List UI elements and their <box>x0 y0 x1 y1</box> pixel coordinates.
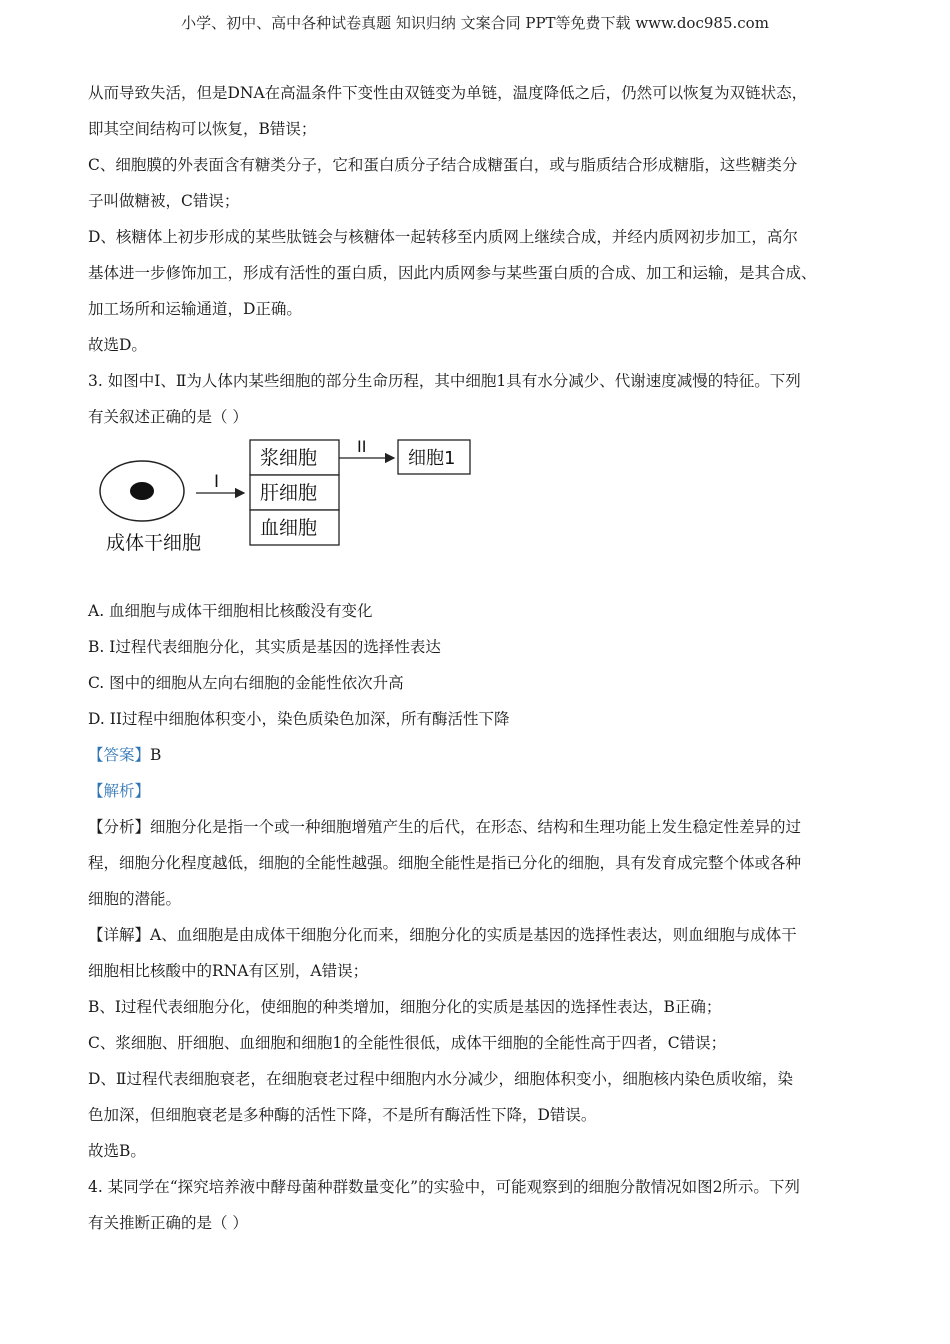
text-line: 即其空间结构可以恢复，B错误； <box>88 120 317 138</box>
analysis-line: B、Ⅰ过程代表细胞分化，使细胞的种类增加，细胞分化的实质是基因的选择性表达，B正确； <box>88 998 722 1016</box>
analysis-line: C、浆细胞、肝细胞、血细胞和细胞1的全能性很低，成体干细胞的全能性高于四者，C错误； <box>88 1034 727 1052</box>
liver-cell-label: 肝细胞 <box>260 482 318 504</box>
cell-diagram-svg <box>98 435 498 585</box>
question4-stem: 有关推断正确的是（ ） <box>88 1214 248 1232</box>
text-line: 子叫做糖被，C错误； <box>88 192 240 210</box>
answer-tag: 【答案】 <box>88 746 151 764</box>
question4-stem: 4. 某同学在“探究培养液中酵母菌种群数量变化”的实验中，可能观察到的细胞分散情况如图2所示。下列 <box>88 1178 800 1196</box>
question3-stem: 3. 如图中Ⅰ、Ⅱ为人体内某些细胞的部分生命历程，其中细胞1具有水分减少、代谢速度减慢的特征。下列 <box>88 372 801 390</box>
analysis-line: 色加深，但细胞衰老是多种酶的活性下降，不是所有酶活性下降，D错误。 <box>88 1106 597 1124</box>
text-line: 从而导致失活，但是DNA在高温条件下变性由双链变为单链，温度降低之后，仍然可以恢复为双链状态， <box>88 84 808 102</box>
cell-1-label: 细胞1 <box>408 448 456 469</box>
text-line: 基体进一步修饰加工，形成有活性的蛋白质，因此内质网参与某些蛋白质的合成、加工和运输，是其合成、 <box>88 264 817 282</box>
analysis-line: 细胞的潜能。 <box>88 890 182 908</box>
text-line: C、细胞膜的外表面含有糖类分子，它和蛋白质分子结合成糖蛋白，或与脂质结合形成糖脂，这些糖类分 <box>88 156 798 174</box>
option-b: B. I过程代表细胞分化，其实质是基因的选择性表达 <box>88 638 441 656</box>
analysis-line: 程，细胞分化程度越低，细胞的全能性越强。细胞全能性是指已分化的细胞，具有发育成完整个体或各种 <box>88 854 802 872</box>
analysis-line: 【分析】细胞分化是指一个或一种细胞增殖产生的后代，在形态、结构和生理功能上发生稳定性差异的过 <box>88 818 802 836</box>
process2-label: II <box>357 437 367 456</box>
conclusion-line: 故选D。 <box>88 336 147 354</box>
plasma-cell-label: 浆细胞 <box>260 447 318 469</box>
analysis-line: 细胞相比核酸中的RNA有区别，A错误； <box>88 962 369 980</box>
text-line: 加工场所和运输通道，D正确。 <box>88 300 302 318</box>
option-d: D. II过程中细胞体积变小，染色质染色加深，所有酶活性下降 <box>88 710 510 728</box>
stem-cell-label: 成体干细胞 <box>106 532 202 554</box>
page-header: 小学、初中、高中各种试卷真题 知识归纳 文案合同 PPT等免费下载 www.doc985.com <box>181 14 769 32</box>
answer-value: B <box>150 746 162 764</box>
blood-cell-label: 血细胞 <box>260 517 318 539</box>
analysis-line: D、Ⅱ过程代表细胞衰老，在细胞衰老过程中细胞内水分减少，细胞体积变小，细胞核内染色质收缩，染 <box>88 1070 793 1088</box>
option-c: C. 图中的细胞从左向右细胞的金能性依次升高 <box>88 674 404 692</box>
analysis-tag: 【解析】 <box>88 782 151 800</box>
question3-stem: 有关叙述正确的是（ ） <box>88 408 248 426</box>
conclusion-line: 故选B。 <box>88 1142 146 1160</box>
answer-line <box>88 737 878 773</box>
cell-diagram <box>88 435 878 593</box>
document-body <box>88 75 878 1241</box>
option-a: A. 血细胞与成体干细胞相比核酸没有变化 <box>88 602 373 620</box>
text-line: D、核糖体上初步形成的某些肽链会与核糖体一起转移至内质网上继续合成，并经内质网初步加工，高尔 <box>88 228 798 246</box>
analysis-line: 【详解】A、血细胞是由成体干细胞分化而来，细胞分化的实质是基因的选择性表达，则血细胞与成体干 <box>88 926 797 944</box>
stem-cell-nucleus <box>130 482 154 500</box>
process1-label: I <box>214 472 220 492</box>
